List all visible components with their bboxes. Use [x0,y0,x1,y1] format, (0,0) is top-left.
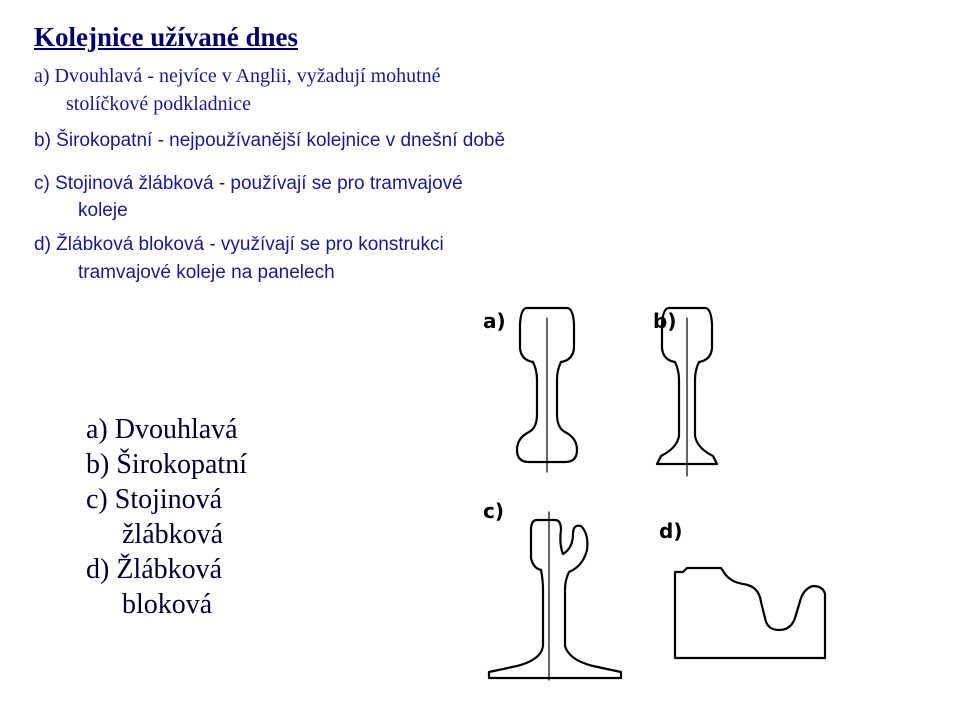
item-c-line2: koleje [78,200,128,221]
item-d-line1: d) Žlábková bloková - využívají se pro konstrukci [34,234,444,255]
rail-profiles-figure [425,268,885,716]
legend-item-a: a) Dvouhlavá [86,414,238,445]
figure-label-a: a) [483,309,506,333]
figure-label-c: c) [483,499,504,523]
rail-profiles-drawing [425,268,885,716]
slide-title: Kolejnice užívané dnes [34,22,298,52]
item-b-line1: b) Širokopatní - nejpoužívanější kolejnice v dnešní době [34,130,506,151]
figure-label-d: d) [659,519,683,543]
figure-label-b: b) [653,309,677,333]
bullhead-rail-profile [517,308,577,472]
profile-legend [86,412,247,622]
item-c-line1: c) Stojinová žlábková - používají se pro tramvajové [34,173,463,194]
block-grooved-rail-profile [675,568,825,658]
grooved-web-rail-profile [489,512,621,680]
legend-item-d: d) Žlábková [86,554,223,585]
item-d-line2: tramvajové koleje na panelech [78,262,335,283]
legend-item-c: c) Stojinová [86,484,223,515]
legend-item-c-cont: žlábková [122,519,224,550]
item-a-line1: a) Dvouhlavá - nejvíce v Anglii, vyžadují mohutné [34,65,441,87]
legend-item-b: b) Širokopatní [86,449,247,480]
flat-bottom-rail-profile [657,308,717,476]
item-a-line2: stolíčkové podkladnice [66,93,251,115]
legend-item-d-cont: bloková [122,589,213,620]
